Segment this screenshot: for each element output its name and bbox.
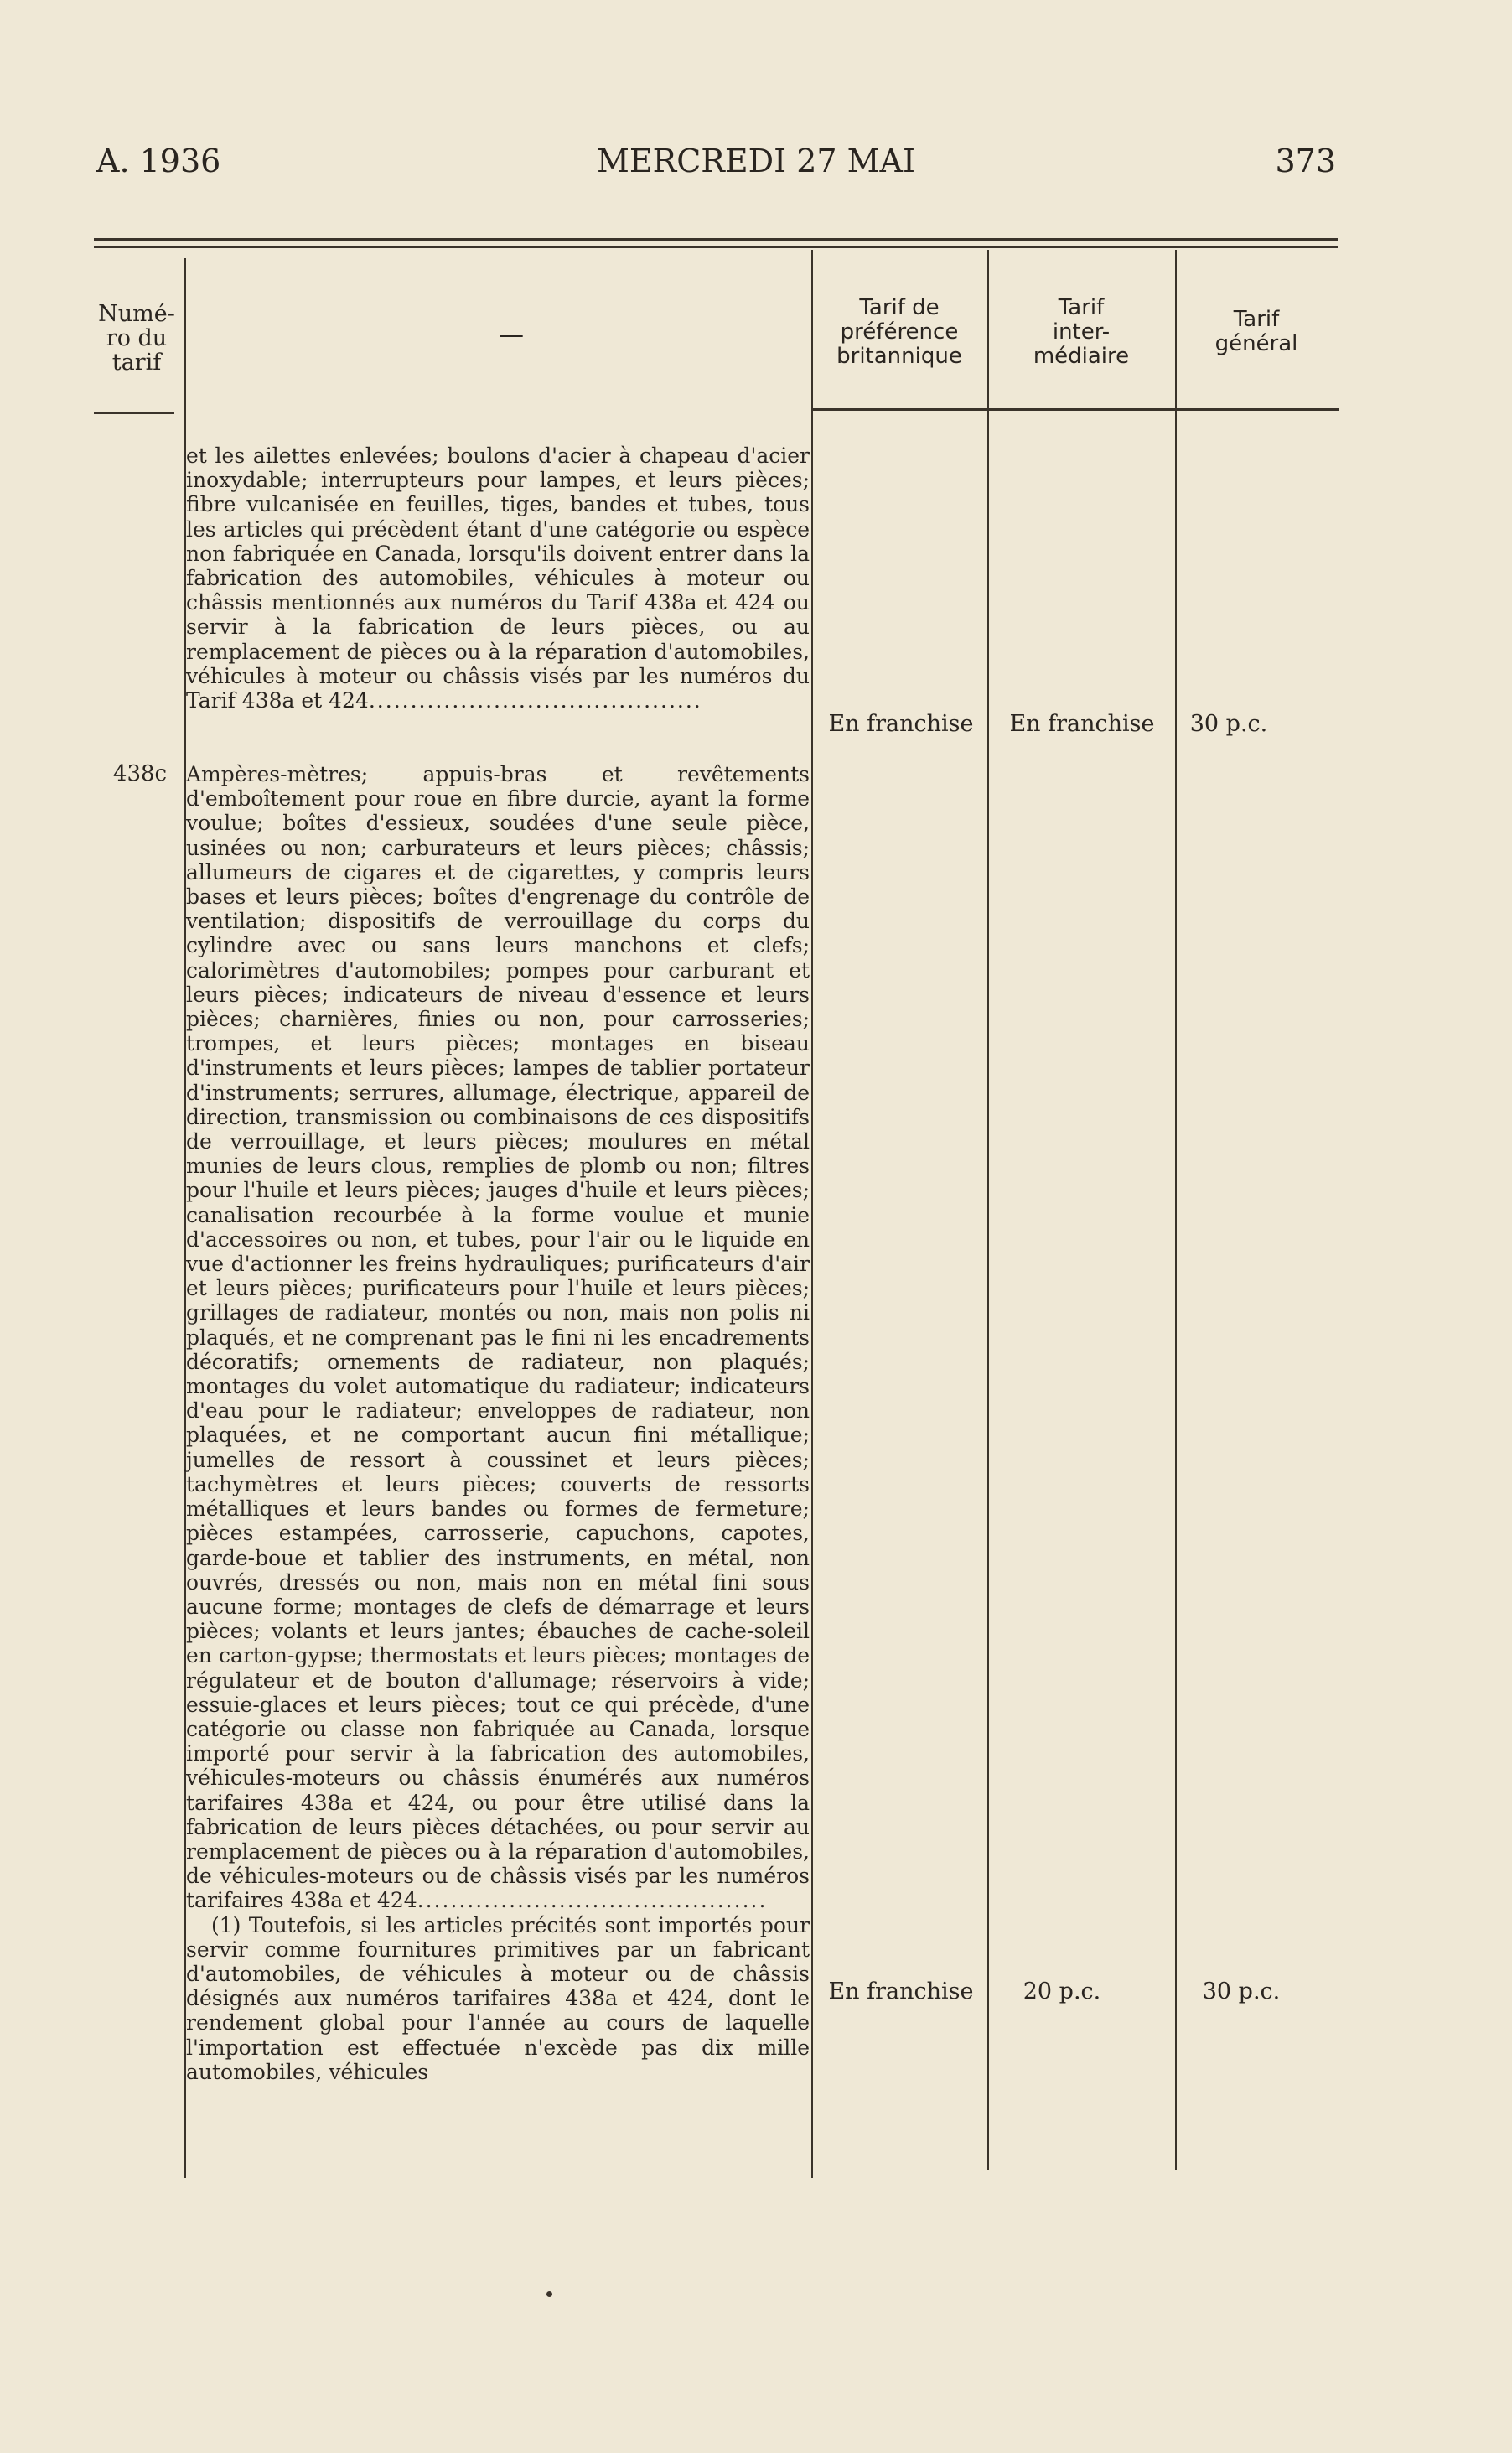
top-rule-thin xyxy=(94,246,1338,248)
general-line-1: Tarif xyxy=(1233,307,1280,332)
numero-line-2: ro du xyxy=(106,325,168,351)
intermediaire-line-3: médiaire xyxy=(1033,344,1130,369)
column-rule-2 xyxy=(811,250,813,2178)
running-head-date: MERCREDI 27 MAI xyxy=(596,143,916,179)
numero-line-3: tarif xyxy=(111,350,162,376)
entry-1-preference-rate: En franchise xyxy=(828,711,974,737)
entry-2-preference-rate: En franchise xyxy=(828,1978,974,2004)
intermediaire-line-1: Tarif xyxy=(1058,295,1105,320)
entry-438c-description xyxy=(186,762,810,2084)
preference-line-1: Tarif de xyxy=(859,295,940,320)
entry-2-tariff-number: 438c xyxy=(112,761,168,786)
top-rule-thick xyxy=(94,238,1338,241)
column-rule-4 xyxy=(1175,250,1177,2170)
entry-2-leader-dots: .......................................... xyxy=(417,1888,768,1913)
column-heading-numero xyxy=(91,302,183,375)
running-head-year: A. 1936 xyxy=(96,143,221,179)
page-number: 373 xyxy=(1275,143,1336,179)
entry-1-leader-dots: ........................................ xyxy=(368,688,702,713)
general-line-2: général xyxy=(1214,331,1298,356)
entry-2-note: (1) Toutefois, si les articles précités sont importés pour servir comme fournitures primitives par un fabricant d'automobiles, de véhicules à moteur ou de châssis désignés aux numéros tarifaires 438a et 424, dont le rendement global pour l'année au cours de laquelle l'importation est effectuée n'excède pas dix mille automobiles, véhicules xyxy=(186,1912,810,2084)
entry-2-intermediaire-rate: 20 p.c. xyxy=(1023,1978,1101,2004)
intermediaire-line-2: inter- xyxy=(1052,319,1111,345)
header-rule-rates xyxy=(811,408,1339,411)
entry-1-text: et les ailettes enlevées; boulons d'acier à chapeau d'acier inoxydable; interrupteurs pour lampes, et leurs pièces; fibre vulcanisée en feuilles, tiges, bandes et tubes, tous les articles qui précèdent étant d'une catégorie ou espèce non fabriquée en Canada, lorsqu'ils doivent entrer dans la fabrication des automobiles, véhicules à moteur ou châssis mentionnés aux numéros du Tarif 438a et 424 ou servir à la fabrication de leurs pièces, ou au remplacement de pièces ou à la réparation d'automobiles, véhicules à moteur ou châssis visés par les numéros du Tarif 438a et 424 xyxy=(186,443,810,713)
preference-line-3: britannique xyxy=(836,344,962,369)
entry-2-general-rate: 30 p.c. xyxy=(1202,1978,1281,2004)
entry-continued-description xyxy=(186,443,810,713)
entry-1-general-rate: 30 p.c. xyxy=(1189,711,1268,737)
preference-line-2: préférence xyxy=(840,319,959,345)
entry-2-text: Ampères-mètres; appuis-bras et revêtements d'emboîtement pour roue en fibre durcie, ayant la forme voulue; boîtes d'essieux, soudées d'une seule pièce, usinées ou non; carburateurs et leurs pièces; châssis; allumeurs de cigares et de cigarettes, y compris leurs bases et leurs pièces; boîtes d'engrenage du contrôle de ventilation; dispositifs de verrouillage du corps du cylindre avec ou sans leurs manchons et clefs; calorimètres d'automobiles; pompes pour carburant et leurs pièces; indicateurs de niveau d'essence et leurs pièces; charnières, finies ou non, pour carrosseries; trompes, et leurs pièces; montages en biseau d'instruments et leurs pièces; lampes de tablier portateur d'instruments; serrures, allumage, électrique, appareil de direction, transmission ou combinaisons de ces dispositifs de verrouillage, et leurs pièces; moulures en métal munies de leurs clous, remplies de plomb ou non; filtres pour l'huile et leurs pièces; jauges d'huile et leurs pièces; canalisation recourbée à la forme voulue et munie d'accessoires ou non, et tubes, pour l'air ou le liquide en vue d'actionner les freins hydrauliques; purificateurs d'air et leurs pièces; purificateurs pour l'huile et leurs pièces; grillages de radiateur, montés ou non, mais non polis ni plaqués, et ne comprenant pas le fini ni les encadrements décoratifs; ornements de radiateur, non plaqués; montages du volet automatique du radiateur; indicateurs d'eau pour le radiateur; enveloppes de radiateur, non plaquées, et ne comportant aucun fini métallique; jumelles de ressort à coussinet et leurs pièces; tachymètres et leurs pièces; couverts de ressorts métalliques et leurs bandes ou formes de fermeture; pièces estampées, carrosserie, capuchons, capotes, garde-boue et tablier des instruments, en métal, non ouvrés, dressés ou non, mais non en métal fini sous aucune forme; montages de clefs de démarrage et leurs pièces; volants et leurs jantes; ébauches de cache-soleil en carton-gypse; thermostats et leurs pièces; montages de régulateur et de bouton d'allumage; réservoirs à vide; essuie-glaces et leurs pièces; tout ce qui précède, d'une catégorie ou classe non fabriquée au Canada, lorsque importé pour servir à la fabrication des automobiles, véhicules-moteurs ou châssis énumérés aux numéros tarifaires 438a et 424, ou pour être utilisé dans la fabrication de leurs pièces détachées, ou pour servir au remplacement de pièces ou à la réparation d'automobiles, de véhicules-moteurs ou de châssis visés par les numéros tarifaires 438a et 424 xyxy=(186,762,810,1913)
numero-line-1: Numé- xyxy=(98,301,175,327)
column-heading-general xyxy=(1177,308,1336,356)
column-heading-preference xyxy=(813,296,986,369)
column-rule-3 xyxy=(987,250,989,2170)
page-speck xyxy=(546,2291,552,2297)
column-heading-intermediaire xyxy=(989,296,1173,369)
column-heading-description: — xyxy=(499,320,524,350)
entry-1-intermediaire-rate: En franchise xyxy=(1009,711,1155,737)
header-rule-numero xyxy=(94,412,174,414)
